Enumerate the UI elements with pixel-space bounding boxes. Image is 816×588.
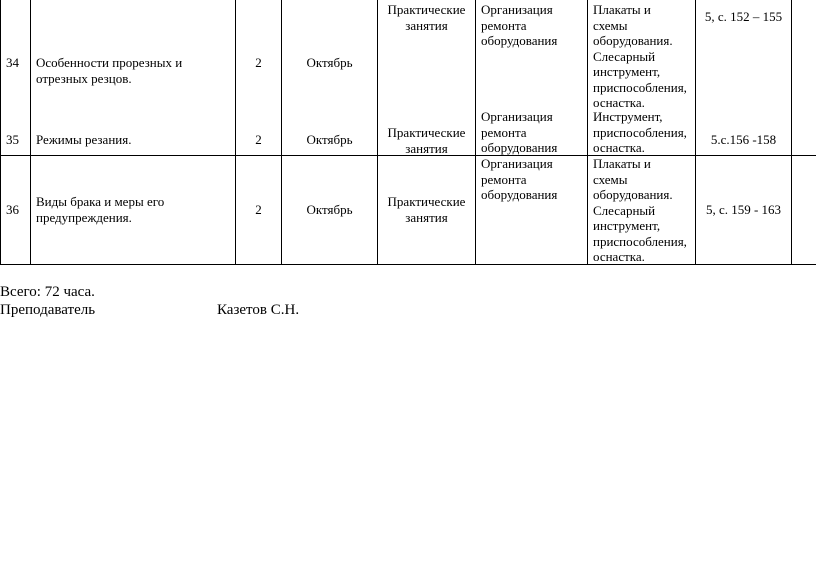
topic-cell: Режимы резания.: [36, 132, 132, 147]
place-cell: Организация ремонта оборудования: [481, 156, 558, 202]
grid-vline: [475, 0, 476, 265]
lesson-type-cell: Практические занятия: [387, 194, 466, 225]
literature-cell: 5, с. 152 – 155: [704, 9, 783, 24]
literature-cell: 5.с.156 -158: [710, 132, 777, 147]
grid-vline: [791, 0, 792, 265]
hours-cell: 2: [255, 55, 262, 70]
month-cell: Октябрь: [306, 132, 353, 147]
place-cell: Организация ремонта оборудования: [481, 2, 558, 48]
row-number: 36: [6, 202, 19, 217]
teacher-name: Казетов С.Н.: [217, 302, 300, 318]
teacher-label: Преподаватель: [0, 302, 96, 318]
row-number: 34: [6, 55, 19, 70]
grid-vline: [30, 0, 31, 265]
lesson-type-cell: Практические занятия: [387, 125, 466, 156]
month-cell: Октябрь: [306, 202, 353, 217]
hours-cell: 2: [255, 132, 262, 147]
month-cell: Октябрь: [306, 55, 353, 70]
grid-vline: [0, 0, 1, 265]
topic-cell: Виды брака и меры его предупреждения.: [36, 194, 165, 225]
literature-cell: 5, с. 159 - 163: [705, 202, 782, 217]
lesson-type-cell: Практические занятия: [387, 2, 466, 33]
grid-vline: [587, 0, 588, 265]
place-cell: Организация ремонта оборудования: [481, 109, 558, 155]
hours-cell: 2: [255, 202, 262, 217]
equipment-cell: Плакаты и схемы оборудования. Слесарный инструмент, приспособления, оснастка.: [593, 2, 687, 110]
total-hours: Всего: 72 часа.: [0, 284, 95, 300]
equipment-cell: Инструмент, приспособления, оснастка.: [593, 109, 687, 155]
topic-cell: Особенности прорезных и отрезных резцов.: [36, 55, 183, 86]
row-number: 35: [6, 132, 19, 147]
equipment-cell: Плакаты и схемы оборудования. Слесарный инструмент, приспособления, оснастка.: [593, 156, 687, 264]
